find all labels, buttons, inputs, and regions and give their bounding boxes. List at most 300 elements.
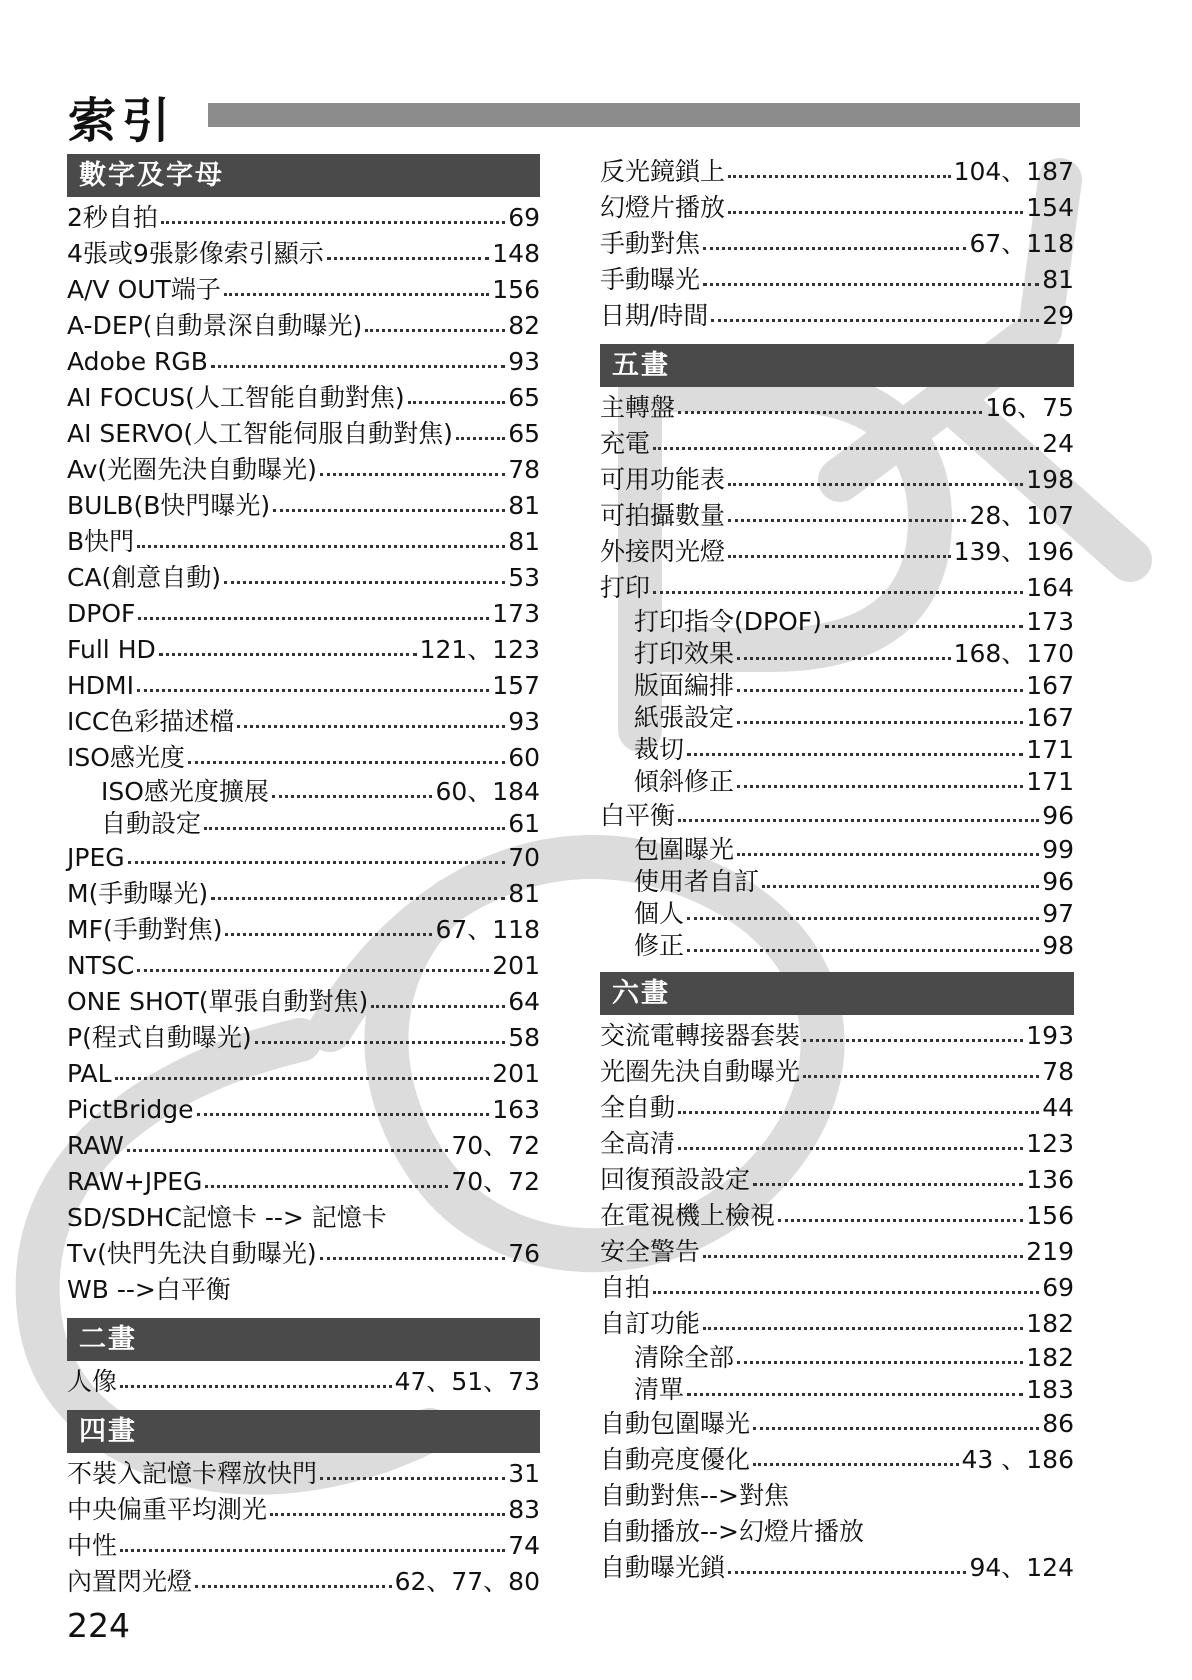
entry-label: 裁切 <box>634 735 685 764</box>
entry-page: 148 <box>492 239 540 268</box>
dot-leader <box>703 283 1039 286</box>
entry-label: 手動對焦 <box>600 229 701 258</box>
index-entry <box>67 344 540 380</box>
entry-page: 104、187 <box>953 157 1074 186</box>
index-entry <box>600 798 1074 834</box>
index-entry <box>600 462 1074 498</box>
entry-page: 81 <box>508 491 540 520</box>
dot-leader <box>728 519 966 522</box>
index-entry <box>600 190 1074 226</box>
dot-leader <box>138 617 489 620</box>
entry-page: 157 <box>492 671 540 700</box>
entry-label: RAW <box>67 1131 124 1160</box>
index-entry <box>67 1528 540 1564</box>
entry-page: 76 <box>508 1239 540 1268</box>
index-entry <box>600 1270 1074 1306</box>
dot-leader <box>195 1585 392 1588</box>
dot-leader <box>737 689 1023 692</box>
dot-leader <box>678 411 982 414</box>
entry-label: Adobe RGB <box>67 347 208 376</box>
index-entry <box>67 1492 540 1528</box>
entry-page: 167 <box>1026 671 1074 700</box>
entry-label: 打印效果 <box>634 639 735 668</box>
index-subentry <box>600 930 1074 962</box>
entry-page: 201 <box>492 951 540 980</box>
entry-label: 自訂功能 <box>600 1309 701 1338</box>
index-entry <box>600 1054 1074 1090</box>
entry-label: AI SERVO(人工智能伺服自動對焦) <box>67 419 453 448</box>
entry-label: 傾斜修正 <box>634 767 735 796</box>
index-subentry <box>67 808 540 840</box>
entry-label: 人像 <box>67 1367 118 1396</box>
index-entry <box>600 426 1074 462</box>
dot-leader <box>711 319 1039 322</box>
entry-label: P(程式自動曝光) <box>67 1023 252 1052</box>
index-entry <box>600 1198 1074 1234</box>
entry-label: 自動設定 <box>101 809 202 838</box>
section-header: 數字及字母 <box>67 154 540 197</box>
entry-page: 58 <box>508 1023 540 1052</box>
entry-page: 70 <box>508 843 540 872</box>
entry-label: 充電 <box>600 429 651 458</box>
index-entry <box>67 1128 540 1164</box>
index-entry <box>600 390 1074 426</box>
entry-page: 97 <box>1042 899 1074 928</box>
title-rule <box>208 103 1080 127</box>
dot-leader <box>327 257 489 260</box>
entry-page: 93 <box>508 347 540 376</box>
entry-label: 自拍 <box>600 1273 651 1302</box>
dot-leader <box>128 861 506 864</box>
entry-page: 44 <box>1042 1093 1074 1122</box>
dot-leader <box>127 1149 449 1152</box>
dot-leader <box>737 785 1023 788</box>
index-subentry <box>600 766 1074 798</box>
entry-label: 自動曝光鎖 <box>600 1553 726 1582</box>
entry-page: 171 <box>1026 767 1074 796</box>
index-entry <box>67 704 540 740</box>
entry-label: DPOF <box>67 599 136 628</box>
entry-label: 交流電轉接器套裝 <box>600 1021 801 1050</box>
index-entry <box>67 380 540 416</box>
entry-page: 173 <box>1026 607 1074 636</box>
index-entry <box>600 1406 1074 1442</box>
entry-label: AI FOCUS(人工智能自動對焦) <box>67 383 405 412</box>
dot-leader <box>224 293 489 296</box>
index-subentry <box>600 1374 1074 1406</box>
entry-label: M(手動曝光) <box>67 879 209 908</box>
entry-label: 使用者自訂 <box>634 867 760 896</box>
index-entry <box>67 416 540 452</box>
index-section <box>67 154 540 1308</box>
entry-page: 156 <box>1026 1201 1074 1230</box>
entry-label: 自動包圍曝光 <box>600 1409 751 1438</box>
dot-leader <box>678 1111 1039 1114</box>
entry-page: 201 <box>492 1059 540 1088</box>
entry-page: 123 <box>1026 1129 1074 1158</box>
section-header: 二畫 <box>67 1318 540 1361</box>
dot-leader <box>272 795 433 798</box>
entry-label: HDMI <box>67 671 134 700</box>
entry-label: 全自動 <box>600 1093 676 1122</box>
index-entry <box>600 226 1074 262</box>
dot-leader <box>803 1075 1039 1078</box>
index-entry <box>600 1514 1074 1550</box>
section-header: 六畫 <box>600 972 1074 1015</box>
index-entry <box>600 1550 1074 1586</box>
entry-label: 包圍曝光 <box>634 835 735 864</box>
index-entry <box>67 1236 540 1272</box>
entry-label: 安全警告 <box>600 1237 701 1266</box>
entry-label: 4張或9張影像索引顯示 <box>67 239 324 268</box>
index-entry <box>67 984 540 1020</box>
dot-leader <box>371 1005 505 1008</box>
entry-page: 182 <box>1026 1309 1074 1338</box>
entry-label: 日期/時間 <box>600 301 709 330</box>
index-entry <box>67 200 540 236</box>
entry-label: 版面編排 <box>634 671 735 700</box>
entry-label: 修正 <box>634 931 685 960</box>
left-column <box>67 154 540 1610</box>
dot-leader <box>320 1257 506 1260</box>
dot-leader <box>120 1549 505 1552</box>
dot-leader <box>137 969 489 972</box>
index-entry <box>67 1092 540 1128</box>
dot-leader <box>687 1393 1023 1396</box>
entry-label: 可用功能表 <box>600 465 726 494</box>
dot-leader <box>159 653 417 656</box>
entry-page: 121、123 <box>419 635 540 664</box>
dot-leader <box>255 1041 506 1044</box>
index-entry <box>67 1364 540 1400</box>
entry-page: 53 <box>508 563 540 592</box>
index-subentry <box>600 670 1074 702</box>
entry-page: 31 <box>508 1459 540 1488</box>
entry-page: 98 <box>1042 931 1074 960</box>
index-entry <box>67 488 540 524</box>
entry-page: 47、51、73 <box>394 1367 540 1396</box>
entry-label: Full HD <box>67 635 156 664</box>
dot-leader <box>211 365 505 368</box>
dot-leader <box>224 581 505 584</box>
index-entry <box>600 1234 1074 1270</box>
dot-leader <box>687 949 1039 952</box>
entry-label: A/V OUT端子 <box>67 275 221 304</box>
index-entry <box>67 948 540 984</box>
dot-leader <box>270 1513 505 1516</box>
entry-page: 78 <box>508 455 540 484</box>
entry-label: 清除全部 <box>634 1343 735 1372</box>
entry-page: 171 <box>1026 735 1074 764</box>
dot-leader <box>653 1291 1039 1294</box>
dot-leader <box>687 917 1039 920</box>
dot-leader <box>753 1463 959 1466</box>
dot-leader <box>678 1147 1023 1150</box>
dot-leader <box>408 401 506 404</box>
index-entry <box>67 668 540 704</box>
index-entry <box>600 498 1074 534</box>
dot-leader <box>320 473 505 476</box>
dot-leader <box>803 1039 1023 1042</box>
index-entry <box>600 1018 1074 1054</box>
index-entry <box>600 1162 1074 1198</box>
entry-label: 打印 <box>600 573 651 602</box>
entry-page: 168、170 <box>953 639 1074 668</box>
index-entry <box>67 740 540 776</box>
entry-label: PictBridge <box>67 1095 194 1124</box>
index-entry <box>67 1020 540 1056</box>
entry-label: 光圈先決自動曝光 <box>600 1057 801 1086</box>
index-entry <box>67 452 540 488</box>
dot-leader <box>753 1183 1023 1186</box>
index-entry <box>600 1126 1074 1162</box>
dot-leader <box>197 1113 490 1116</box>
entry-page: 43 、186 <box>961 1445 1074 1474</box>
entry-label: 自動對焦-->對焦 <box>600 1481 789 1510</box>
entry-label: B快門 <box>67 527 135 556</box>
entry-page: 28、107 <box>969 501 1074 530</box>
dot-leader <box>161 221 505 224</box>
entry-label: Tv(快門先決自動曝光) <box>67 1239 317 1268</box>
entry-page: 69 <box>508 203 540 232</box>
index-entry <box>600 1306 1074 1342</box>
dot-leader <box>205 1185 448 1188</box>
dot-leader <box>188 761 505 764</box>
entry-label: 自動播放-->幻燈片播放 <box>600 1517 864 1546</box>
entry-page: 83 <box>508 1495 540 1524</box>
entry-label: ISO感光度擴展 <box>101 777 269 806</box>
dot-leader <box>225 933 432 936</box>
dot-leader <box>204 827 505 830</box>
dot-leader <box>728 483 1023 486</box>
entry-page: 99 <box>1042 835 1074 864</box>
index-entry <box>67 308 540 344</box>
index-section <box>600 972 1074 1586</box>
entry-page: 136 <box>1026 1165 1074 1194</box>
dot-leader <box>120 1385 392 1388</box>
index-entry <box>600 1090 1074 1126</box>
entry-page: 29 <box>1042 301 1074 330</box>
entry-page: 182 <box>1026 1343 1074 1372</box>
entry-label: ONE SHOT(單張自動對焦) <box>67 987 369 1016</box>
dot-leader <box>737 1361 1023 1364</box>
entry-page: 69 <box>1042 1273 1074 1302</box>
entry-label: 不裝入記憶卡釋放快門 <box>67 1459 318 1488</box>
dot-leader <box>728 1571 966 1574</box>
entry-page: 96 <box>1042 801 1074 830</box>
index-subentry <box>600 606 1074 638</box>
dot-leader <box>237 725 505 728</box>
dot-leader <box>137 545 505 548</box>
dot-leader <box>728 211 1023 214</box>
entry-label: 白平衡 <box>600 801 676 830</box>
entry-page: 61 <box>508 809 540 838</box>
entry-page: 65 <box>508 419 540 448</box>
entry-page: 96 <box>1042 867 1074 896</box>
index-entry <box>67 272 540 308</box>
entry-label: 手動曝光 <box>600 265 701 294</box>
entry-label: 主轉盤 <box>600 393 676 422</box>
entry-label: 2秒自拍 <box>67 203 158 232</box>
index-entry <box>600 1478 1074 1514</box>
dot-leader <box>762 885 1039 888</box>
entry-label: A-DEP(自動景深自動曝光) <box>67 311 363 340</box>
entry-label: 紙張設定 <box>634 703 735 732</box>
entry-page: 24 <box>1042 429 1074 458</box>
entry-page: 167 <box>1026 703 1074 732</box>
section-header: 四畫 <box>67 1410 540 1453</box>
entry-page: 173 <box>492 599 540 628</box>
index-entry <box>67 560 540 596</box>
dot-leader <box>778 1219 1023 1222</box>
dot-leader <box>365 329 505 332</box>
dot-leader <box>678 819 1039 822</box>
index-subentry <box>600 866 1074 898</box>
entry-label: NTSC <box>67 951 135 980</box>
index-subentry <box>600 734 1074 766</box>
entry-page: 82 <box>508 311 540 340</box>
index-entry <box>67 1272 540 1308</box>
index-entry <box>67 1200 540 1236</box>
index-entry <box>600 570 1074 606</box>
entry-label: CA(創意自動) <box>67 563 222 592</box>
entry-label: Av(光圈先決自動曝光) <box>67 455 317 484</box>
entry-label: 中央偏重平均測光 <box>67 1495 268 1524</box>
entry-label: 外接閃光燈 <box>600 537 726 566</box>
entry-page: 183 <box>1026 1375 1074 1404</box>
entry-page: 70、72 <box>451 1131 540 1160</box>
dot-leader <box>703 1327 1023 1330</box>
index-entry <box>67 912 540 948</box>
entry-label: 幻燈片播放 <box>600 193 726 222</box>
index-entry <box>67 876 540 912</box>
entry-label: 全高清 <box>600 1129 676 1158</box>
entry-page: 81 <box>1042 265 1074 294</box>
entry-page: 60、184 <box>435 777 540 806</box>
dot-leader <box>687 753 1023 756</box>
index-entry <box>67 236 540 272</box>
dot-leader <box>211 897 505 900</box>
dot-leader <box>653 591 1023 594</box>
dot-leader <box>737 721 1023 724</box>
entry-label: MF(手動對焦) <box>67 915 223 944</box>
dot-leader <box>753 1427 1039 1430</box>
index-entry <box>67 840 540 876</box>
dot-leader <box>728 555 951 558</box>
entry-label: 中性 <box>67 1531 118 1560</box>
entry-label: PAL <box>67 1059 112 1088</box>
entry-page: 81 <box>508 527 540 556</box>
entry-label: SD/SDHC記憶卡 --> 記憶卡 <box>67 1203 387 1232</box>
entry-page: 78 <box>1042 1057 1074 1086</box>
index-section <box>600 344 1074 962</box>
entry-label: 內置閃光燈 <box>67 1567 193 1596</box>
entry-page: 74 <box>508 1531 540 1560</box>
index-entry <box>600 262 1074 298</box>
index-entry <box>600 534 1074 570</box>
dot-leader <box>728 175 951 178</box>
index-subentry <box>600 638 1074 670</box>
entry-label: 清單 <box>634 1375 685 1404</box>
index-entry <box>600 1442 1074 1478</box>
index-subentry <box>600 702 1074 734</box>
index-entry <box>600 154 1074 190</box>
entry-label: JPEG <box>67 843 125 872</box>
entry-label: 可拍攝數量 <box>600 501 726 530</box>
dot-leader <box>320 1477 505 1480</box>
index-entry <box>67 1056 540 1092</box>
entry-page: 193 <box>1026 1021 1074 1050</box>
entry-label: 個人 <box>634 899 685 928</box>
index-entry <box>67 1456 540 1492</box>
page-number: 224 <box>67 1606 130 1645</box>
entry-page: 64 <box>508 987 540 1016</box>
entry-label: ISO感光度 <box>67 743 185 772</box>
dot-leader <box>737 853 1039 856</box>
entry-page: 93 <box>508 707 540 736</box>
index-subentry <box>600 1342 1074 1374</box>
entry-page: 156 <box>492 275 540 304</box>
index-entry <box>67 1164 540 1200</box>
index-section <box>600 154 1074 334</box>
entry-page: 164 <box>1026 573 1074 602</box>
index-subentry <box>67 776 540 808</box>
entry-page: 86 <box>1042 1409 1074 1438</box>
entry-label: BULB(B快門曝光) <box>67 491 271 520</box>
entry-page: 65 <box>508 383 540 412</box>
entry-label: 自動亮度優化 <box>600 1445 751 1474</box>
index-entry <box>67 1564 540 1600</box>
right-column <box>600 154 1074 1596</box>
entry-label: 反光鏡鎖上 <box>600 157 726 186</box>
entry-page: 67、118 <box>435 915 540 944</box>
entry-page: 94、124 <box>969 1553 1074 1582</box>
dot-leader <box>825 625 1023 628</box>
section-header: 五畫 <box>600 344 1074 387</box>
index-section <box>67 1318 540 1400</box>
entry-label: RAW+JPEG <box>67 1167 203 1196</box>
entry-label: 打印指令(DPOF) <box>634 607 822 636</box>
index-entry <box>600 298 1074 334</box>
index-entry <box>67 596 540 632</box>
dot-leader <box>703 247 966 250</box>
entry-page: 139、196 <box>953 537 1074 566</box>
dot-leader <box>273 509 505 512</box>
entry-page: 62、77、80 <box>394 1567 540 1596</box>
entry-page: 60 <box>508 743 540 772</box>
entry-label: 回復預設設定 <box>600 1165 751 1194</box>
index-subentry <box>600 898 1074 930</box>
entry-label: WB -->白平衡 <box>67 1275 231 1304</box>
entry-page: 154 <box>1026 193 1074 222</box>
dot-leader <box>703 1255 1023 1258</box>
entry-page: 163 <box>492 1095 540 1124</box>
entry-page: 70、72 <box>451 1167 540 1196</box>
dot-leader <box>137 689 489 692</box>
index-entry <box>67 632 540 668</box>
index-entry <box>67 524 540 560</box>
index-section <box>67 1410 540 1600</box>
dot-leader <box>653 447 1039 450</box>
entry-label: ICC色彩描述檔 <box>67 707 235 736</box>
dot-leader <box>456 437 505 440</box>
dot-leader <box>115 1077 490 1080</box>
page-title: 索引 <box>68 93 177 149</box>
entry-page: 198 <box>1026 465 1074 494</box>
dot-leader <box>737 657 951 660</box>
entry-page: 219 <box>1026 1237 1074 1266</box>
entry-page: 81 <box>508 879 540 908</box>
